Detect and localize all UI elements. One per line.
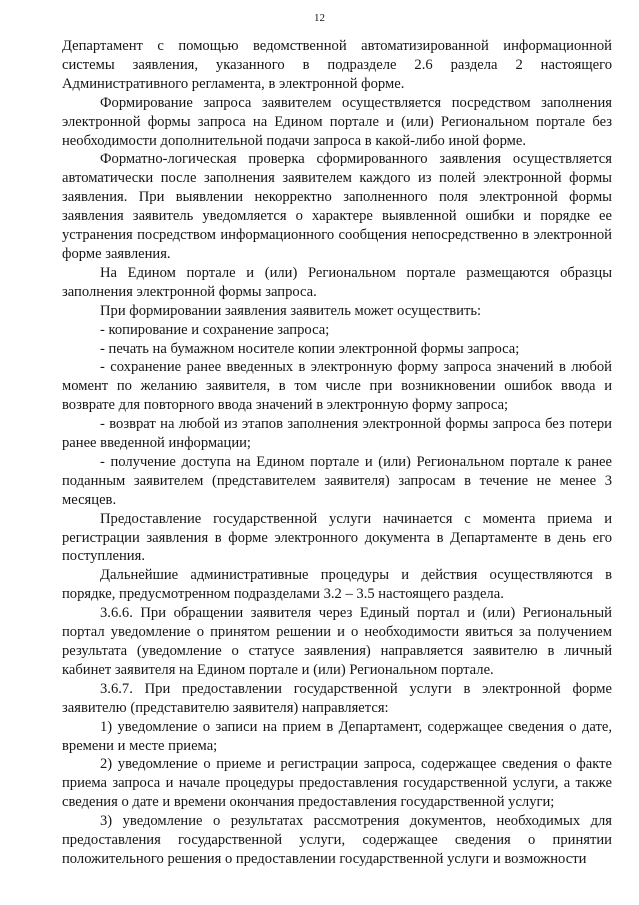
paragraph: 3.6.6. При обращении заявителя через Единый портал и (или) Региональный портал уведомление о принятом решении и о необходимости явиться за получением результата (уведомление о статусе заявления) направляется заявителю в личный кабинет заявителя на Едином портале и (или) Региональном портале. [62, 605, 612, 678]
list-item: - получение доступа на Едином портале и (или) Региональном портале к ранее поданным заявителем (представителем заявителя) запросам в течение не менее 3 месяцев. [62, 453, 612, 508]
list-item: - сохранение ранее введенных в электронную форму запроса значений в любой момент по желанию заявителя, в том числе при возникновении ошибок ввода и возврате для повторного ввода значений в электронную форму запроса; [62, 359, 612, 414]
list-item: 2) уведомление о приеме и регистрации запроса, содержащее сведения о факте приема запроса и начале процедуры предоставления государственной услуги, а также сведения о дате и времени окончания предоставления государственной услуги; [62, 756, 612, 811]
list-item: - копирование и сохранение запроса; [100, 321, 330, 338]
paragraph: На Едином портале и (или) Региональном портале размещаются образцы заполнения электронной формы запроса. [62, 264, 612, 300]
paragraph: Департамент с помощью ведомственной автоматизированной информационной системы заявления, указанного в подразделе 2.6 раздела 2 настоящего Административного регламента, в электронной форме. [62, 38, 612, 92]
paragraph: 3.6.7. При предоставлении государственной услуги в электронной форме заявителю (представителю заявителя) направляется: [62, 680, 612, 716]
paragraph: Формирование запроса заявителем осуществляется посредством заполнения электронной формы запроса на Едином портале и (или) Региональном портале без необходимости дополнительной подачи запроса в какой-либо иной форме. [62, 94, 612, 149]
page-number: 12 [314, 12, 325, 24]
paragraph: Форматно-логическая проверка сформированного заявления осуществляется автоматически после заполнения заявителем каждого из полей электронной формы заявления. При выявлении некорректно заполненного поля электронной формы заявления заявитель уведомляется о характере выявленной ошибки и порядке ее устранения посредством информационного сообщения непосредственно в электронной форме заявления. [62, 151, 612, 262]
paragraph: При формировании заявления заявитель может осуществить: [100, 302, 482, 319]
paragraph: Дальнейшие административные процедуры и действия осуществляются в порядке, предусмотренном подразделами 3.2 – 3.5 настоящего раздела. [62, 567, 612, 603]
document-body [62, 37, 612, 869]
list-item: 3) уведомление о результатах рассмотрения документов, необходимых для предоставления государственной услуги, содержащее сведения о принятии положительного решения о предоставлении государственной услуги и возможности [62, 813, 612, 867]
paragraph: Предоставление государственной услуги начинается с момента приема и регистрации заявления в форме электронного документа в Департаменте в день его поступления. [62, 510, 612, 565]
list-item: - печать на бумажном носителе копии электронной формы запроса; [100, 340, 520, 357]
list-item: - возврат на любой из этапов заполнения электронной формы запроса без потери ранее введенной информации; [62, 416, 612, 452]
list-item: 1) уведомление о записи на прием в Департамент, содержащее сведения о дате, времени и месте приема; [62, 718, 612, 754]
